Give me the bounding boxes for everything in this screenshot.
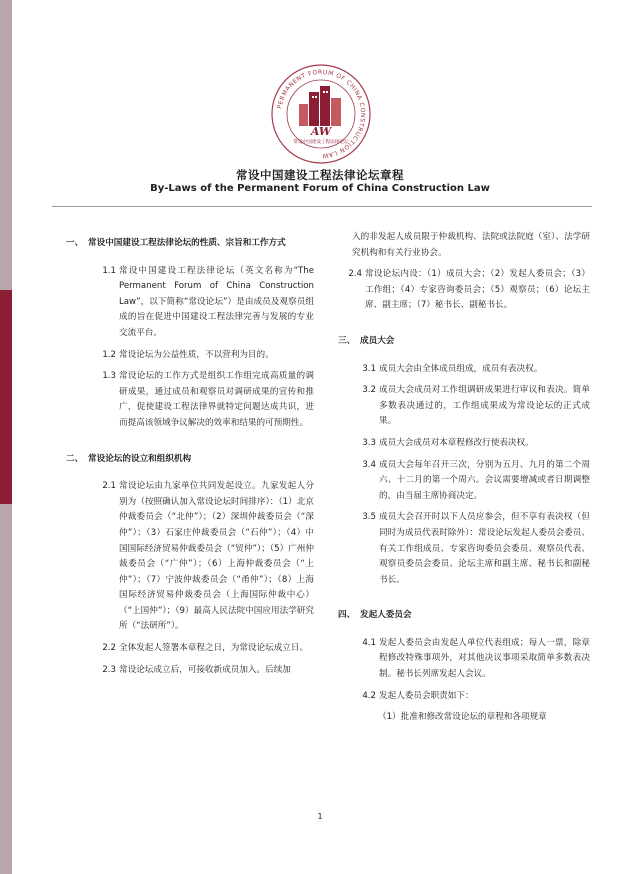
document-title-english: By-Laws of the Permanent Forum of China Construction Law bbox=[150, 183, 490, 194]
article-2-1: 2.1 常设论坛由九家单位共同发起设立。九家发起人分别为（按照确认加入常设论坛时间排序）：（1）北京仲裁委员会（“北仲”）；（2）深圳仲裁委员会（“深仲”）；（3）石家庄仲裁委员会（“石仲”）；（4）中国国际经济贸易仲裁委员会（“贸仲”）；（5）广州仲裁委员会（“广仲”）；（6）上海仲裁委员会（“上仲”）；（7）宁波仲裁委员会（“甬仲”）；（8）上海国际经济贸易仲裁委员会（上海国际仲裁中心）（“上国仲”）；（9）最高人民法院中国应用法学研究所（“法研所”）。 bbox=[102, 481, 314, 632]
section-heading-2: 二、 常设论坛的设立和组织机构 bbox=[66, 453, 192, 464]
forum-logo bbox=[269, 62, 373, 166]
article-3-5: 3.5 成员大会召开时以下人员应参会，但不享有表决权（但同时为成员代表时除外）：常设论坛发起人委员会委员、有关工作组成员、专家咨询委员会委员、观察员代表、观察员委员会委员、论坛主席和副主席、秘书长和副秘书长。 bbox=[362, 512, 590, 585]
article-2-3: 2.3 常设论坛成立后，可接收新成员加入。后续加 bbox=[102, 664, 291, 675]
logo-ring-text: PERMANENT FORUM OF CHINA CONSTRUCTION LAW bbox=[276, 68, 367, 160]
article-4-2: 4.2 发起人委员会职责如下： bbox=[362, 690, 474, 701]
article-2-3-continued: 入的非发起人成员限于仲裁机构、法院或法院庭（室）、法学研究机构和有关行业协会。 bbox=[352, 232, 590, 258]
left-column bbox=[66, 230, 314, 684]
title-divider bbox=[52, 206, 592, 207]
article-1-2: 1.2 常设论坛为公益性质，不以营利为目的。 bbox=[102, 349, 274, 360]
logo-buildings-icon bbox=[299, 86, 341, 126]
section-heading-1: 一、 常设中国建设工程法律论坛的性质、宗旨和工作方式 bbox=[66, 238, 286, 248]
article-4-1: 4.1 发起人委员会由发起人单位代表组成；每人一票，除章程修改特殊事项外，对其他决议事项采取简单多数表决制。秘书长列席发起人会议。 bbox=[362, 637, 590, 680]
right-column bbox=[338, 230, 590, 732]
page-number: 1 bbox=[317, 812, 323, 821]
page-edge-band-accent bbox=[0, 290, 12, 504]
section-heading-4: 四、 发起人委员会 bbox=[338, 610, 412, 621]
document-title-chinese: 常设中国建设工程法律论坛章程 bbox=[236, 168, 404, 182]
article-4-2-item-1: （1） 批准和修改常设论坛的章程和各项规章 bbox=[378, 712, 547, 723]
logo-mark: AW bbox=[310, 125, 332, 138]
article-2-2: 2.2 全体发起人签署本章程之日，为常设论坛成立日。 bbox=[102, 643, 309, 654]
article-3-3: 3.3 成员大会成员对本章程修改行使表决权。 bbox=[362, 437, 534, 448]
section-heading-3: 三、 成员大会 bbox=[338, 335, 395, 346]
page-edge-band-top bbox=[0, 0, 12, 290]
article-1-1: 1.1 常设中国建设工程法律论坛（英文名称为“The Permanent Forum of China Construction Law”，以下简称“常设论坛”）是由成员及观察员组成的旨在促进中国建设工程法律完善与发展的专业交流平台。 bbox=[102, 265, 314, 338]
article-1-3: 1.3 常设论坛的工作方式是组织工作组完成高质量的调研成果，通过成员和观察员对调研成果的宣传和推广，促使建设工程法律界就特定问题达成共识，进而提高该领域争议解决的效率和结果的可预期性。 bbox=[102, 371, 314, 428]
logo-inner-text: 常设中国建设工程法律论坛 bbox=[293, 140, 349, 145]
article-2-4: 2.4 常设论坛内设：（1）成员大会；（2）发起人委员会；（3）工作组；（4）专家咨询委员会；（5）观察员；（6）论坛主席、副主席；（7）秘书长、副秘书长。 bbox=[348, 269, 590, 311]
article-3-2: 3.2 成员大会成员对工作组调研成果进行审议和表决。简单多数表决通过的，工作组成果成为常设论坛的正式成果。 bbox=[362, 385, 590, 427]
article-3-4: 3.4 成员大会每年召开三次，分别为五月、九月的第二个周六、十二月的第一个周六。会议需要增减或者日期调整的，由当届主席协商决定。 bbox=[362, 459, 590, 501]
article-3-1: 3.1 成员大会由全体成员组成，成员有表决权。 bbox=[362, 363, 543, 374]
